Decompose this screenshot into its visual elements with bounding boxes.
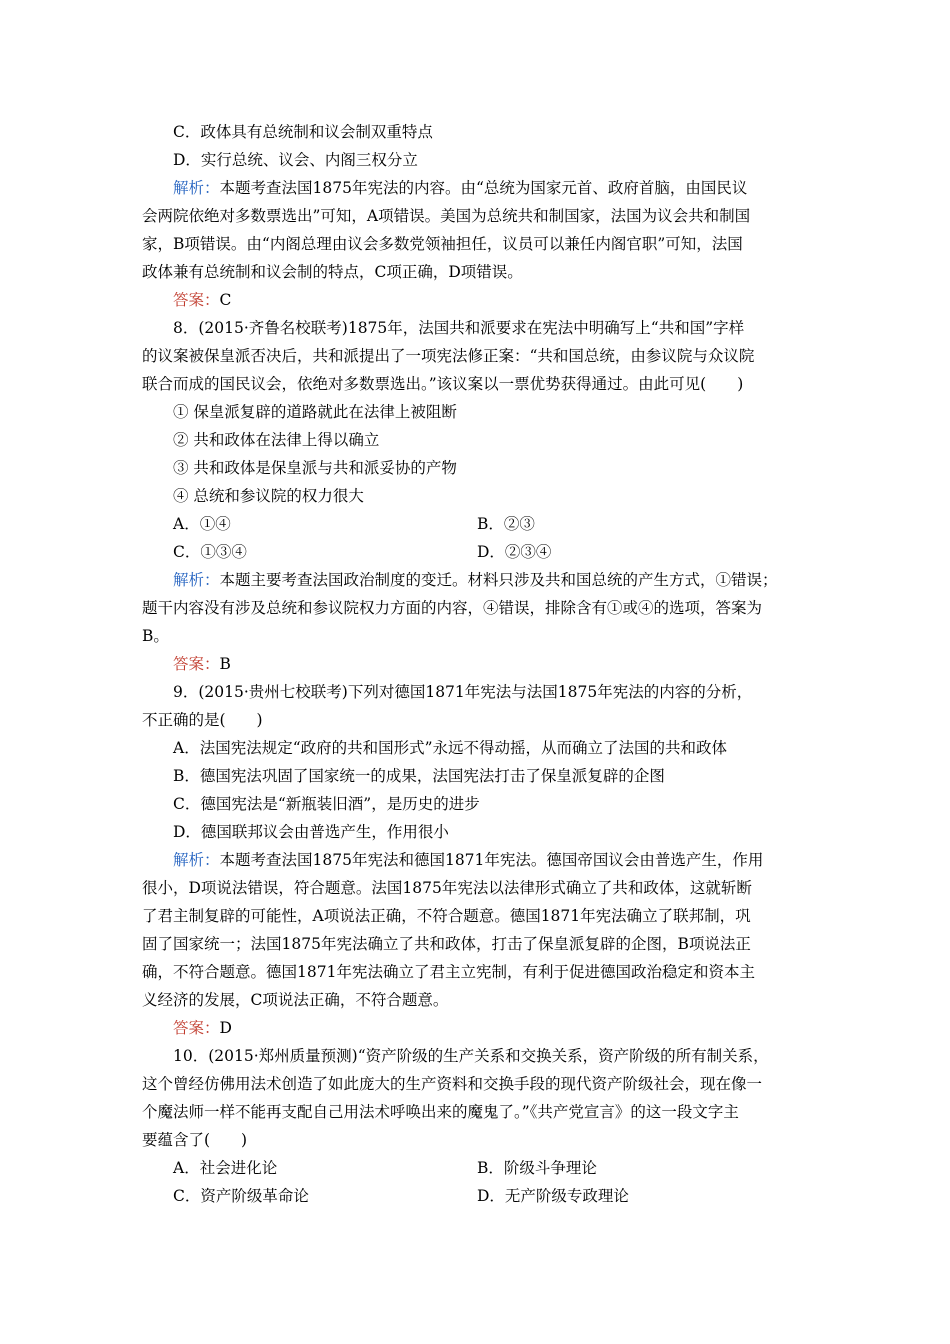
q7-answer: C — [219, 291, 232, 309]
q8-analysis-line — [142, 566, 818, 594]
q9-analysis-text: 固了国家统一；法国1875年宪法确立了共和政体，打击了保皇派复辟的企图，B项说法正 — [142, 935, 751, 953]
q8-option-b: B．②③ — [477, 515, 535, 533]
q7-analysis-text: 会两院依绝对多数票选出”可知，A项错误。美国为总统共和制国家，法国为议会共和制国 — [142, 207, 751, 225]
q7-answer-label: 答案： — [173, 291, 220, 309]
q8-analysis-text: 题干内容没有涉及总统和参议院权力方面的内容，④错误，排除含有①或④的选项，答案为 — [142, 599, 763, 617]
q8-statement: ④ 总统和参议院的权力很大 — [173, 487, 364, 505]
q7-analysis-line — [142, 174, 818, 202]
q9-option-d: D．德国联邦议会由普选产生，作用很小 — [173, 823, 449, 841]
q8-option-a: A．①④ — [173, 515, 231, 533]
q10-option-c: C．资产阶级革命论 — [173, 1187, 309, 1205]
q10-options-row — [142, 1154, 818, 1182]
q8-stem: 的议案被保皇派否决后，共和派提出了一项宪法修正案：“共和国总统，由参议院与众议院 — [142, 347, 755, 365]
q8-analysis-label: 解析： — [173, 571, 220, 589]
q8-analysis-text: B。 — [142, 627, 169, 645]
q9-stem: 9．(2015·贵州七校联考)下列对德国1871年宪法与法国1875年宪法的内容的分析， — [173, 683, 753, 701]
q9-analysis-label: 解析： — [173, 851, 220, 869]
q9-answer-line — [142, 1014, 818, 1042]
q7-answer-line — [142, 286, 818, 314]
q8-answer-line — [142, 650, 818, 678]
q8-option-c: C．①③④ — [173, 543, 247, 561]
q9-analysis-text: 义经济的发展，C项说法正确，不符合题意。 — [142, 991, 449, 1009]
q9-option-b: B．德国宪法巩固了国家统一的成果，法国宪法打击了保皇派复辟的企图 — [173, 767, 665, 785]
q8-options-row — [142, 510, 818, 538]
q7-option-d: D．实行总统、议会、内阁三权分立 — [173, 151, 418, 169]
q10-option-b: B．阶级斗争理论 — [477, 1159, 597, 1177]
q8-analysis-text: 本题主要考查法国政治制度的变迁。材料只涉及共和国总统的产生方式，①错误； — [219, 571, 778, 589]
q9-answer: D — [219, 1019, 232, 1037]
q10-stem: 要蕴含了( ) — [142, 1131, 248, 1149]
q7-analysis-text: 家，B项错误。由“内阁总理由议会多数党领袖担任，议员可以兼任内阁官职”可知，法国 — [142, 235, 743, 253]
q9-option-c: C．德国宪法是“新瓶装旧酒”，是历史的进步 — [173, 795, 480, 813]
q9-analysis-text: 很小，D项说法错误，符合题意。法国1875年宪法以法律形式确立了共和政体，这就斩断 — [142, 879, 752, 897]
q10-stem: 10．(2015·郑州质量预测)“资产阶级的生产关系和交换关系，资产阶级的所有制关系， — [173, 1047, 769, 1065]
q7-option-c: C．政体具有总统制和议会制双重特点 — [173, 123, 433, 141]
q9-option-a: A．法国宪法规定“政府的共和国形式”永远不得动摇，从而确立了法国的共和政体 — [173, 739, 728, 757]
q10-stem: 个魔法师一样不能再支配自己用法术呼唤出来的魔鬼了。”《共产党宣言》的这一段文字主 — [142, 1103, 739, 1121]
q10-stem: 这个曾经仿佛用法术创造了如此庞大的生产资料和交换手段的现代资产阶级社会，现在像一 — [142, 1075, 763, 1093]
document-body — [142, 118, 818, 1210]
q8-option-d: D．②③④ — [477, 543, 552, 561]
q10-option-a: A．社会进化论 — [173, 1159, 278, 1177]
q7-analysis-text: 本题考查法国1875年宪法的内容。由“总统为国家元首、政府首脑，由国民议 — [219, 179, 748, 197]
q8-statement: ① 保皇派复辟的道路就此在法律上被阻断 — [173, 403, 457, 421]
q9-stem: 不正确的是( ) — [142, 711, 263, 729]
q8-stem: 联合而成的国民议会，依绝对多数票选出。”该议案以一票优势获得通过。由此可见( ) — [142, 375, 744, 393]
q8-options-row — [142, 538, 818, 566]
q7-analysis-label: 解析： — [173, 179, 220, 197]
q8-stem: 8．(2015·齐鲁名校联考)1875年，法国共和派要求在宪法中明确写上“共和国”字样 — [173, 319, 745, 337]
q10-options-row — [142, 1182, 818, 1210]
q8-answer-label: 答案： — [173, 655, 220, 673]
q9-analysis-text: 本题考查法国1875年宪法和德国1871年宪法。德国帝国议会由普选产生，作用 — [219, 851, 764, 869]
q8-answer: B — [219, 655, 231, 673]
q8-statement: ③ 共和政体是保皇派与共和派妥协的产物 — [173, 459, 457, 477]
q10-option-d: D．无产阶级专政理论 — [477, 1187, 629, 1205]
q9-analysis-line — [142, 846, 818, 874]
q7-analysis-text: 政体兼有总统制和议会制的特点，C项正确，D项错误。 — [142, 263, 523, 281]
q8-statement: ② 共和政体在法律上得以确立 — [173, 431, 380, 449]
q9-answer-label: 答案： — [173, 1019, 220, 1037]
q9-analysis-text: 确，不符合题意。德国1871年宪法确立了君主立宪制，有利于促进德国政治稳定和资本主 — [142, 963, 755, 981]
q9-analysis-text: 了君主制复辟的可能性，A项说法正确，不符合题意。德国1871年宪法确立了联邦制，巩 — [142, 907, 751, 925]
